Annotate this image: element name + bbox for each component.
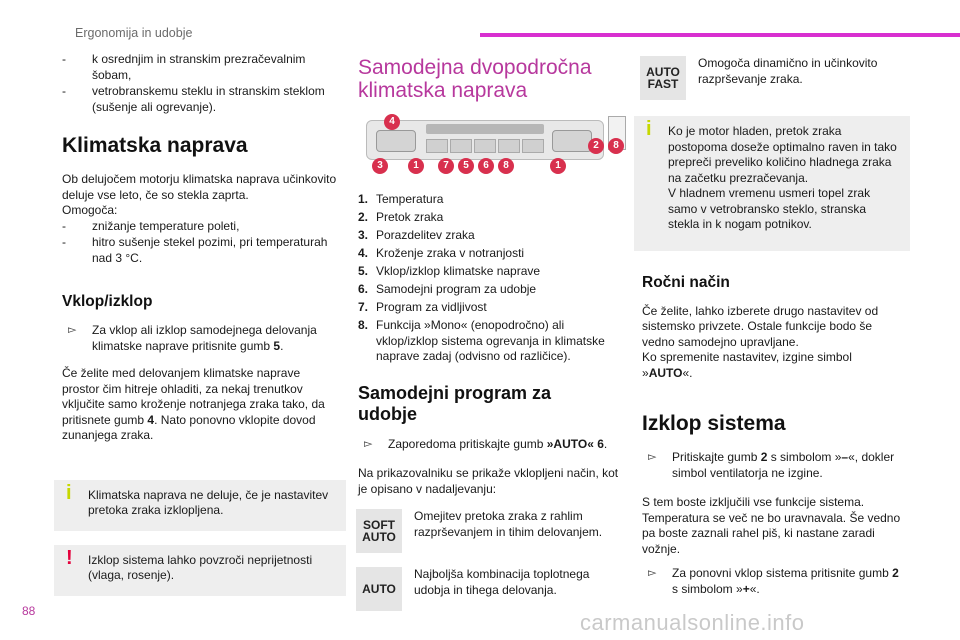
heading-line: klimatska naprava (358, 79, 528, 102)
callout-marker: 3 (372, 158, 388, 174)
callout-marker: 1 (408, 158, 424, 174)
note-warning (54, 545, 346, 596)
column-middle (358, 52, 628, 621)
note-text: V hladnem vremenu usmeri topel zrak samo v vetrobransko steklo, stranska stekla in k nogam potnikov. (668, 186, 871, 231)
instruction-item: ▻ Za ponovni vklop sistema pritisnite gumb 2 s simbolom »+«. (648, 566, 899, 596)
omogoca-list (62, 219, 340, 267)
mode-auto-fast (642, 56, 904, 106)
temperature-knob-left (376, 130, 416, 152)
mode-auto (358, 567, 628, 611)
instruction-text: Za vklop ali izklop samodejnega delovanja klimatske naprave pritisnite gumb (92, 323, 317, 353)
watermark: carmanualsonline.info (580, 610, 805, 635)
panel-display (426, 124, 544, 134)
callout-marker: 2 (588, 138, 604, 154)
heading-samodejna (358, 56, 628, 102)
panel-keys (426, 139, 544, 153)
page-number: 88 (22, 604, 36, 618)
mode-description: Omogoča dinamično in učinkovito razprševanje zraka. (698, 56, 878, 86)
list-item: 3. Porazdelitev zraka (358, 228, 475, 242)
arrow-right-icon: ▻ (364, 437, 373, 450)
heading-izklop-sistema: Izklop sistema (642, 412, 786, 435)
heading-rocni-nacin: Ročni način (642, 273, 730, 291)
instruction-item: ▻ Pritiskajte gumb 2 s simbolom »–«, dokler simbol ventilatorja ne izgine. (648, 450, 895, 480)
paragraph-end: . Nato ponovno vklopite dovod zunanjega zraka. (62, 412, 316, 442)
list-item: 2. Pretok zraka (358, 210, 444, 224)
list-item: - znižanje temperature poleti, (62, 219, 340, 235)
list-item: - vetrobranskemu steklu in stranskim steklom (sušenje ali ogrevanje). (62, 84, 340, 115)
arrow-right-icon: ▻ (648, 567, 657, 579)
callout-marker: 6 (478, 158, 494, 174)
info-icon: i (66, 481, 72, 504)
controls-legend (358, 192, 628, 365)
intro-list (62, 52, 340, 115)
symbol-ref: + (742, 581, 750, 596)
auto-fast-icon: AUTO FAST (640, 56, 686, 100)
mode-description: Najboljša kombinacija toplotnega udobja in tihega delovanja. (414, 567, 590, 597)
auto-icon: AUTO (356, 567, 402, 611)
heading-samodejni-program (358, 383, 628, 425)
callout-marker: 7 (438, 158, 454, 174)
note-text: Klimatska naprava ne deluje, če je nastavitev pretoka zraka izklopljena. (88, 487, 329, 517)
climate-control-panel-illustration (366, 116, 624, 174)
list-item: 4. Kroženje zraka v notranjosti (358, 246, 525, 260)
button-ref: 4 (147, 412, 155, 427)
heading-line: Samodejni program za (358, 382, 552, 403)
temperature-knob-right (552, 130, 592, 152)
mode-soft-auto (358, 509, 628, 557)
column-right (642, 52, 904, 607)
list-item: 8. Funkcija »Mono« (enopodročno) ali vklop/izklop sistema ogrevanja in klimatske naprave zadaj (odvisno od različice). (358, 318, 605, 363)
button-ref: 2 (892, 566, 899, 580)
arrow-right-icon: ▻ (68, 324, 77, 336)
heading-klimatska-naprava: Klimatska naprava (62, 134, 248, 157)
arrow-right-icon: ▻ (648, 451, 657, 463)
paragraph: Ko spremenite nastavitev, izgine simbol »AUTO«. (642, 350, 852, 380)
instruction-item (62, 323, 340, 354)
note-info (634, 116, 910, 251)
callout-marker: 8 (498, 158, 514, 174)
column-left (62, 52, 340, 606)
paragraph-text: Če želite med delovanjem klimatske naprave prostor čim hitreje ohladiti, za nekaj trenutkov vključite samo kroženje notranjega zraka tako, da pritisnete gumb (62, 366, 325, 427)
info-icon: i (646, 118, 652, 140)
note-text: Izklop sistema lahko povzroči neprijetnosti (vlaga, rosenje). (88, 552, 313, 582)
auto-symbol-ref: AUTO (648, 365, 683, 380)
note-info (54, 480, 346, 531)
list-item: 7. Program za vidljivost (358, 300, 487, 314)
button-ref: 5 (273, 338, 281, 353)
warning-icon: ! (66, 546, 73, 569)
list-item: 5. Vklop/izklop klimatske naprave (358, 264, 541, 278)
instruction-end: . (280, 338, 284, 353)
section-header: Ergonomija in udobje (75, 26, 193, 40)
button-ref: 2 (760, 450, 768, 464)
paragraph (62, 366, 340, 444)
heading-vklop-izklop: Vklop/izklop (62, 293, 153, 310)
callout-marker: 4 (384, 114, 400, 130)
symbol-ref: – (841, 450, 849, 464)
instruction-end: . (603, 436, 608, 451)
soft-auto-icon: SOFT AUTO (356, 509, 402, 553)
header-accent-bar (480, 33, 960, 37)
paragraph: Na prikazovalniku se prikaže vklopljeni način, kot je opisano v nadaljevanju: (358, 466, 619, 496)
heading-line: udobje (358, 403, 417, 424)
paragraph: Če želite, lahko izberete drugo nastavitev od sistemsko privzete. Ostale funkcije bodo še vedno samodejno upravljane. (642, 303, 879, 349)
instruction-item (358, 437, 628, 453)
mode-description: Omejitev pretoka zraka z rahlim razprševanjem in tihim delovanjem. (414, 509, 603, 539)
note-text: Ko je motor hladen, pretok zraka postopoma doseže optimalno raven in tako prepreči preveliko količino hladnega zraka na začetku prezračevanja. (668, 124, 897, 185)
paragraph-omogoca: Omogoča: (62, 203, 118, 217)
button-ref: »AUTO« 6 (546, 436, 604, 451)
paragraph: Ob delujočem motorju klimatska naprava učinkovito deluje vse leto, če so stekla zaprta. (62, 172, 337, 202)
paragraph: S tem boste izključili vse funkcije sistema. Temperatura se več ne bo uravnavala. Še vedno pa boste zaznali rahel piš, ki nastane zaradi vožnje. (642, 495, 901, 556)
list-item: 6. Samodejni program za udobje (358, 282, 537, 296)
heading-line: Samodejna dvopodročna (358, 56, 592, 79)
callout-marker: 1 (550, 158, 566, 174)
list-item: - hitro sušenje stekel pozimi, pri temperaturah nad 3 °C. (62, 235, 340, 266)
callout-marker: 5 (458, 158, 474, 174)
list-item: - k osrednjim in stranskim prezračevalnim šobam, (62, 52, 340, 83)
instruction-text: Zaporedoma pritiskajte gumb (388, 436, 547, 451)
list-item: 1. Temperatura (358, 192, 444, 206)
callout-marker: 8 (608, 138, 624, 154)
